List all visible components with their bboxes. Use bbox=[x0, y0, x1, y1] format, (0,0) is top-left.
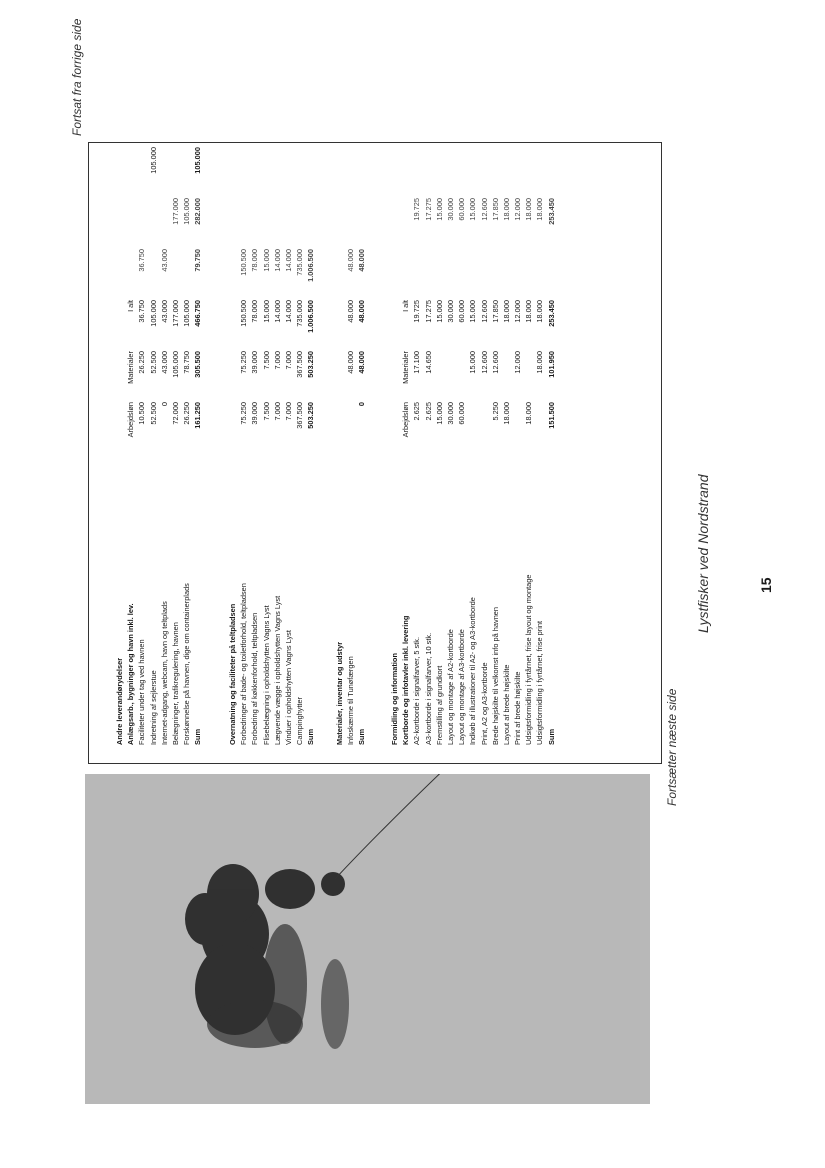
row-label: Print, A2 og A3-kortborde bbox=[479, 662, 489, 745]
row-label: Internet-adgang, webcam, havn og teltplads bbox=[159, 601, 169, 745]
row-label: Forbedringer af bade- og toiletforhold, teltpladsen bbox=[239, 583, 249, 745]
text: Sum bbox=[357, 728, 367, 745]
cell-c1: 7.000 bbox=[283, 402, 293, 421]
cell-c2: 48.000 bbox=[346, 351, 356, 374]
row-label: Vinduer i opholdshytten Vagns Lyst bbox=[283, 630, 293, 745]
text: 101.950 bbox=[546, 351, 556, 378]
cell-c3: 48.000 bbox=[346, 300, 356, 323]
cell-c3: 150.500 bbox=[239, 300, 249, 327]
cell-c5: 18.000 bbox=[535, 198, 545, 221]
cell-c1: 26.250 bbox=[182, 402, 192, 425]
cell-c1: 2.625 bbox=[412, 402, 422, 421]
text: 48.000 bbox=[357, 249, 367, 272]
row-label: Flisebelægning i opholdshytten Vagns Lyst bbox=[261, 605, 271, 745]
cell-c3: 14.000 bbox=[272, 300, 282, 323]
cell-c4: 150.500 bbox=[239, 249, 249, 276]
cell-c3: 60.000 bbox=[457, 300, 467, 323]
cell-c2: 7.000 bbox=[272, 351, 282, 370]
row-label: Udsigtsformidling i fyrtårnet, frise layout og montage bbox=[524, 574, 534, 745]
photo-caption: Lystfisker ved Nordstrand bbox=[695, 474, 711, 633]
text: 253.450 bbox=[546, 300, 556, 327]
cell-c5: 60.000 bbox=[457, 198, 467, 221]
text: Overnatning og faciliteter på teltpladsen bbox=[228, 603, 237, 745]
cell-c3: 14.000 bbox=[283, 300, 293, 323]
cell-c4: 14.000 bbox=[283, 249, 293, 272]
cell-c3: 735.000 bbox=[295, 300, 305, 327]
cell-c2: 12.000 bbox=[513, 351, 523, 374]
angler-photo bbox=[85, 774, 650, 1104]
cell-c3: 43.000 bbox=[159, 300, 169, 323]
cell-c2: 75.250 bbox=[239, 351, 249, 374]
cell-c3: 105.000 bbox=[182, 300, 192, 327]
cell-c5: 18.000 bbox=[501, 198, 511, 221]
cell-c5: 12.000 bbox=[513, 198, 523, 221]
cell-c3: 19.725 bbox=[412, 300, 422, 323]
budget-table bbox=[88, 142, 662, 764]
cell-c5: 17.850 bbox=[490, 198, 500, 221]
row-label: Layout af brede højskilte bbox=[501, 664, 511, 745]
text: Formidling og information bbox=[390, 653, 399, 745]
cell-c2: 39.000 bbox=[250, 351, 260, 374]
angler-photo-drawing bbox=[85, 774, 650, 1104]
cell-c1: 10.500 bbox=[137, 402, 147, 425]
cell-c1: 39.000 bbox=[250, 402, 260, 425]
text: 1.006.500 bbox=[306, 300, 316, 333]
cell-c4: 78.000 bbox=[250, 249, 260, 272]
row-label: Forskønnelse på havnen, dige om containerplads bbox=[182, 583, 192, 745]
cell-c5: 12.600 bbox=[479, 198, 489, 221]
cell-c1: 0 bbox=[159, 402, 169, 407]
row-label: Infoskærme til Tunøfærgen bbox=[346, 656, 356, 745]
cell-c1: 2.625 bbox=[423, 402, 433, 421]
text: 503.250 bbox=[306, 402, 316, 429]
cell-c2: 26.250 bbox=[137, 351, 147, 374]
cell-c3: 15.000 bbox=[434, 300, 444, 323]
cell-c1: 15.000 bbox=[434, 402, 444, 425]
cell-c4: 48.000 bbox=[346, 249, 356, 272]
text: 105.000 bbox=[193, 147, 203, 174]
cell-c5: 18.000 bbox=[524, 198, 534, 221]
cell-c3: 30.000 bbox=[445, 300, 455, 323]
cell-c3: 18.000 bbox=[524, 300, 534, 323]
cell-c3: 12.000 bbox=[513, 300, 523, 323]
text: Arbejdsløn bbox=[126, 402, 136, 438]
text: Sum bbox=[193, 728, 203, 745]
text: Materialer bbox=[126, 351, 136, 384]
cell-c4: 36.750 bbox=[137, 249, 147, 272]
row-label: Indretning af sejlerstue bbox=[148, 670, 158, 745]
cell-c1: 75.250 bbox=[239, 402, 249, 425]
row-label: Lægvende vægge i opholdshytten Vagns Lyst bbox=[272, 595, 282, 745]
cell-c1: 367.500 bbox=[295, 402, 305, 429]
cell-c5: 17.275 bbox=[423, 198, 433, 221]
cell-c4: 43.000 bbox=[159, 249, 169, 272]
row-label: Faciliteter under tag ved havnen bbox=[137, 639, 147, 745]
page-number: 15 bbox=[758, 577, 774, 593]
row-label: A3-kortborde i signalfarver, 10 stk. bbox=[423, 632, 433, 745]
continued-next-note: Fortsætter næste side bbox=[665, 688, 679, 806]
cell-c2: 78.750 bbox=[182, 351, 192, 374]
row-label: Belægninger, trafikregulering, havnen bbox=[170, 622, 180, 745]
cell-c2: 52.500 bbox=[148, 351, 158, 374]
cell-c4: 735.000 bbox=[295, 249, 305, 276]
cell-c3: 17.850 bbox=[490, 300, 500, 323]
cell-c1: 30.000 bbox=[445, 402, 455, 425]
text: Materialer bbox=[401, 351, 411, 384]
cell-c3: 105.000 bbox=[148, 300, 158, 327]
cell-c4: 15.000 bbox=[261, 249, 271, 272]
cell-c3: 78.000 bbox=[250, 300, 260, 323]
row-label: Campinghytter bbox=[295, 696, 305, 745]
cell-c3: 15.000 bbox=[261, 300, 271, 323]
text: Sum bbox=[306, 728, 316, 745]
text: 503.250 bbox=[306, 351, 316, 378]
cell-c3: 15.000 bbox=[468, 300, 478, 323]
cell-c2: 367.500 bbox=[295, 351, 305, 378]
row-label: Udsigtsformidling i fyrtårnet, frise print bbox=[535, 620, 545, 745]
cell-c1: 7.500 bbox=[261, 402, 271, 421]
text: 161.250 bbox=[193, 402, 203, 429]
cell-c2: 17.100 bbox=[412, 351, 422, 374]
row-label: Brede højskilte til velkomst info på havnen bbox=[490, 606, 500, 745]
text: 466.750 bbox=[193, 300, 203, 327]
cell-c5: 15.000 bbox=[468, 198, 478, 221]
cell-c3: 17.275 bbox=[423, 300, 433, 323]
cell-c5: 30.000 bbox=[445, 198, 455, 221]
text: 48.000 bbox=[357, 351, 367, 374]
text: 282.000 bbox=[193, 198, 203, 225]
row-label: Fremstilling af grundkort bbox=[434, 665, 444, 745]
text: I alt bbox=[126, 300, 136, 312]
cell-c5: 177.000 bbox=[170, 198, 180, 225]
text: 0 bbox=[357, 402, 367, 407]
text: 253.450 bbox=[546, 198, 556, 225]
text: 305.500 bbox=[193, 351, 203, 378]
text: 48.000 bbox=[357, 300, 367, 323]
text: 151.500 bbox=[546, 402, 556, 429]
text: 79.750 bbox=[193, 249, 203, 272]
text: Kortborde og infotavler inkl. levering bbox=[401, 615, 411, 745]
cell-c1: 60.000 bbox=[457, 402, 467, 425]
cell-c5: 105.000 bbox=[182, 198, 192, 225]
cell-c3: 12.600 bbox=[479, 300, 489, 323]
text: 1.006.500 bbox=[306, 249, 316, 282]
cell-c2: 43.000 bbox=[159, 351, 169, 374]
cell-c1: 5.250 bbox=[490, 402, 500, 421]
text: I alt bbox=[401, 300, 411, 312]
cell-c5: 15.000 bbox=[434, 198, 444, 221]
cell-c2: 15.000 bbox=[468, 351, 478, 374]
cell-c3: 18.000 bbox=[501, 300, 511, 323]
cell-c1: 7.000 bbox=[272, 402, 282, 421]
cell-c2: 7.500 bbox=[261, 351, 271, 370]
cell-c1: 18.000 bbox=[524, 402, 534, 425]
cell-c2: 105.000 bbox=[170, 351, 180, 378]
cell-c2: 14.650 bbox=[423, 351, 433, 374]
continued-from-note: Fortsat fra forrige side bbox=[70, 18, 84, 136]
cell-c6: 105.000 bbox=[148, 147, 158, 174]
cell-c3: 18.000 bbox=[535, 300, 545, 323]
cell-c5: 19.725 bbox=[412, 198, 422, 221]
row-label: A2-kortborde i signalfarver, 5 stk. bbox=[412, 636, 422, 745]
row-label: Layout og montage af A2-kortborde bbox=[445, 629, 455, 745]
text: Anlægsarb., bygninger og havn inkl. lev. bbox=[126, 603, 136, 745]
cell-c3: 36.750 bbox=[137, 300, 147, 323]
text: Sum bbox=[546, 728, 556, 745]
row-label: Forbedring af køkkenforhold, teltpladsen bbox=[250, 612, 260, 745]
cell-c2: 18.000 bbox=[535, 351, 545, 374]
cell-c2: 12.600 bbox=[490, 351, 500, 374]
text: Andre leverandørydelser bbox=[115, 657, 124, 745]
cell-c2: 7.000 bbox=[283, 351, 293, 370]
row-label: Indkøb af illustrationer til A2- og A3-kortborde bbox=[468, 597, 478, 745]
cell-c1: 52.500 bbox=[148, 402, 158, 425]
text: Arbejdsløn bbox=[401, 402, 411, 438]
cell-c2: 12.600 bbox=[479, 351, 489, 374]
text: Materialer, inventar og udstyr bbox=[335, 641, 344, 745]
row-label: Layout og montage af A3-kortborde bbox=[457, 629, 467, 745]
row-label: Print af brede højskilte bbox=[513, 671, 523, 745]
cell-c1: 18.000 bbox=[501, 402, 511, 425]
cell-c4: 14.000 bbox=[272, 249, 282, 272]
cell-c3: 177.000 bbox=[170, 300, 180, 327]
cell-c1: 72.000 bbox=[170, 402, 180, 425]
